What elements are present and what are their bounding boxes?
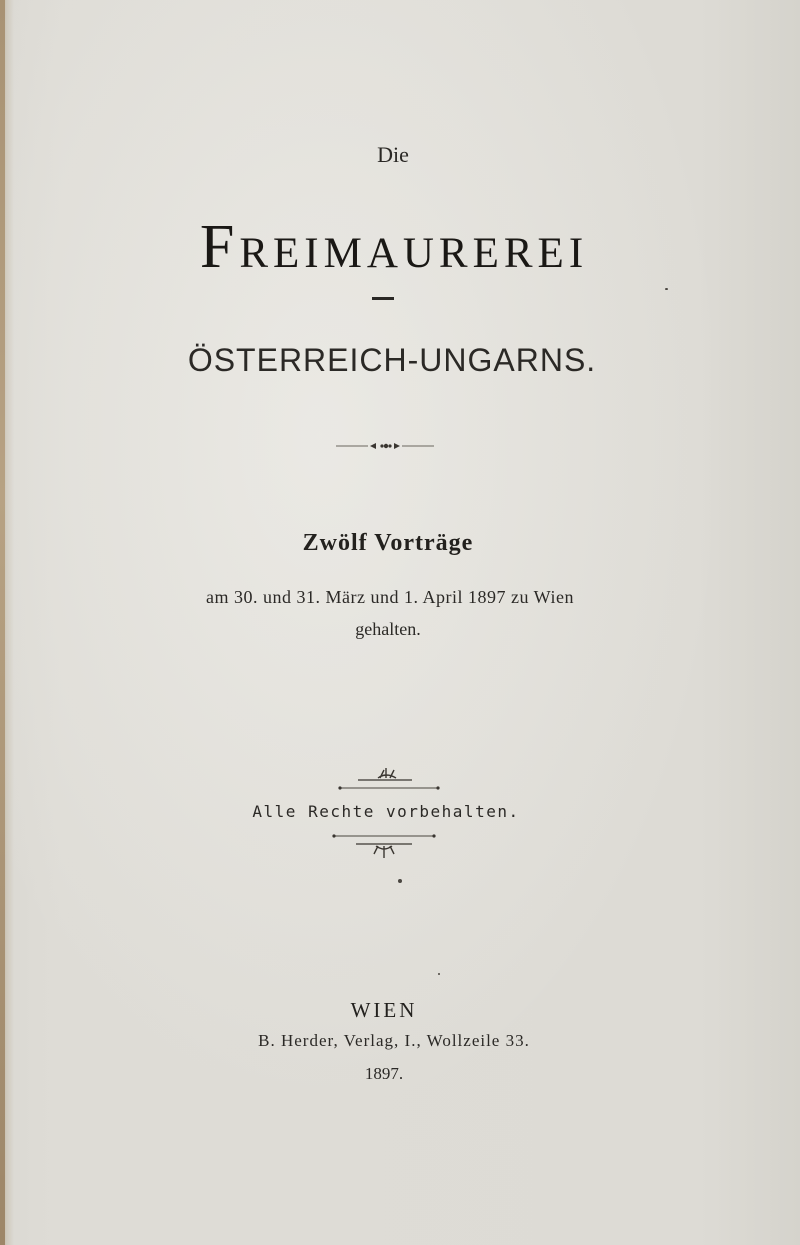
imprint-year: 1897.	[364, 1064, 404, 1083]
lectures-held: gehalten.	[355, 619, 421, 639]
pre-title: Die	[377, 142, 409, 167]
book-subtitle: ÖSTERREICH-UNGARNS.	[187, 342, 597, 378]
paper-speck	[665, 288, 668, 290]
rights-notice: Alle Rechte vorbehalten.	[252, 802, 520, 821]
paper-speck	[398, 879, 402, 883]
top-rule-ornament	[334, 766, 444, 792]
lectures-heading: Zwölf Vorträge	[302, 530, 474, 556]
book-title: Freimaurerei	[199, 213, 589, 281]
paper-speck	[438, 973, 440, 975]
lectures-dates: am 30. und 31. März und 1. April 1897 zu Wien	[206, 587, 574, 607]
bottom-rule-ornament	[330, 832, 440, 860]
imprint-publisher: B. Herder, Verlag, I., Wollzeile 33.	[258, 1031, 530, 1050]
imprint-city: WIEN	[350, 998, 418, 1022]
title-dash-mark	[372, 297, 394, 300]
divider-ornament	[334, 440, 436, 452]
